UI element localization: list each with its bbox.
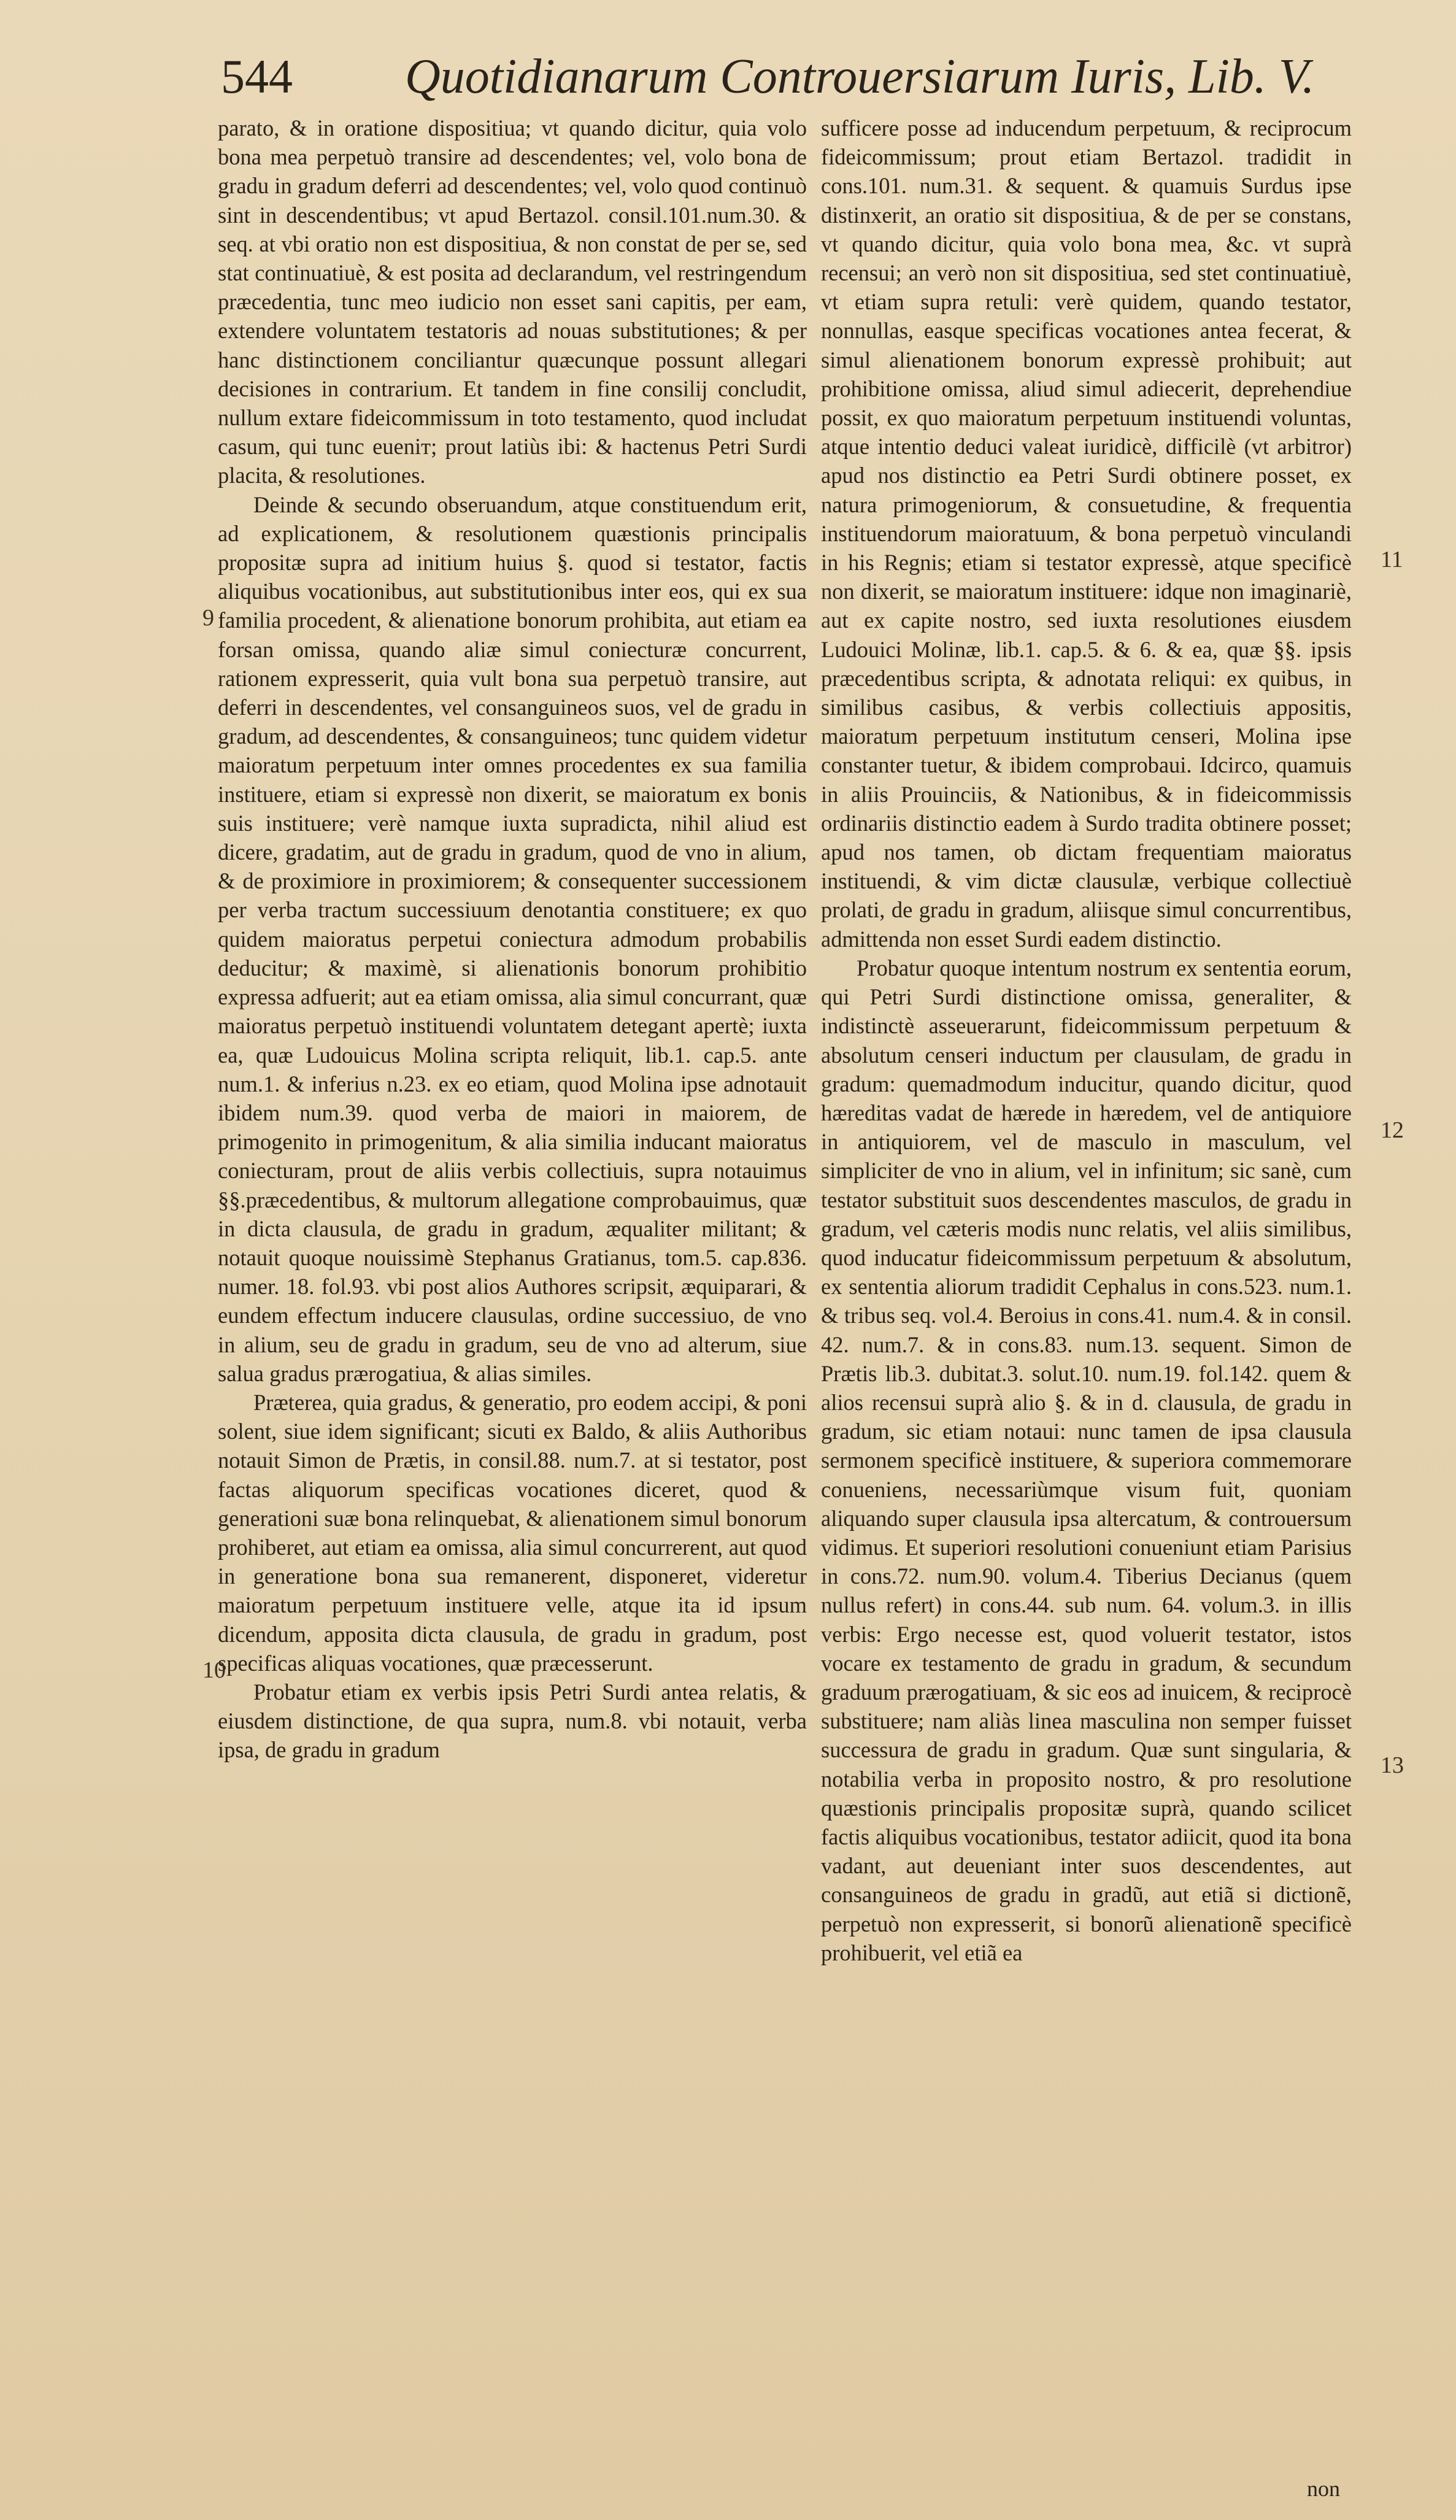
paragraph: Præterea, quia gradus, & generatio, pro eodem accipi, & poni solent, siue idem significant; sicuti ex Baldo, & aliis Authoribus notauit Simon de Prætis, in consil.88. num.7. at si testator, post factas aliquorum specificas vocationes diceret, quod & generationi suæ bona relinquebat, & alienationem simul bonorum prohiberet, aut etiam ea omissa, alia simul concurrerent, aut quod in generatione bona sua remanerent, disponeret, videretur maioratum perpetuum instituere velle, atque ita id ipsum dicendum, apposita dicta clausula, de gradu in gradum, post specificas aliquas vocationes, quæ præcesserunt. [218, 1389, 807, 1676]
running-title: Quotidianarum Controuersiarum Iuris, Lib. V. [405, 50, 1315, 104]
paragraph: Deinde & secundo obseruandum, atque constituendum erit, ad explicationem, & resolutionem quæstionis principalis propositæ supra ad initium huius §. quod si testator, factis aliquibus vocationibus, aut substitutionibus inter eos, qui ex sua familia procedent, & alienatione bonorum prohibita, aut etiam ea forsan omissa, quando aliæ simul coniecturæ concurrent, rationem expresserit, quia vult bona sua perpetuò transire, aut deferri in descendentes, vel consanguineos suos, vel de gradu in gradum, ad descendentes, & consanguineos; tunc quidem videtur maioratum perpetuum inter omnes procedentes ex sua familia instituere, etiam si expressè non dixerit, se maioratum ex bonis suis instituere; verè namque iuxta supradicta, nihil aliud est dicere, gradatim, aut de gradu in gradum, quod de vno in alium, & de proximiore in proximiorem; & consequenter successionem per verba tractum successiuum denotantia constituere; ex quo quidem maioratus perpetui coniectura admodum probabilis deducitur; & maximè, si alienationis bonorum prohibitio expressa adfuerit; aut ea etiam omissa, alia simul concurrant, quæ maioratus perpetuò instituendi voluntatem detegant apertè; iuxta ea, quæ Ludouicus Molina scripta reliquit, lib.1. cap.5. ante num.1. & inferius n.23. ex eo etiam, quod Molina ipse adnotauit ibidem num.39. quod verba de maiori in maiorem, de primogenito in primogenitum, & alia similia inducant maioratus coniecturam, prout de aliis verbis collectiuis, supra notauimus §§.præcedentibus, & multorum allegatione comprobauimus, quæ in dicta clausula, de gradu in gradum, æqualiter militant; & notauit quoque nouissimè Stephanus Gratianus, tom.5. cap.836. numer. 18. fol.93. vbi post alios Authores scripsit, æquiparari, & eundem effectum inducere clausulas, ordine successiuo, de vno in alium, seu de gradu in gradum, seu de vno ad alterum, siue salua gradus prærogatiua, & alias similes. [218, 491, 807, 1386]
margin-number: 12 [1381, 1117, 1404, 1143]
margin-number: 13 [1381, 1752, 1404, 1778]
paragraph: Probatur etiam ex verbis ipsis Petri Surdi antea relatis, & eiusdem distinctione, de qua supra, num.8. vbi notauit, verba ipsa, de gradu in gradum [218, 1679, 807, 1763]
margin-number: 10 [202, 1657, 226, 1683]
paragraph: sufficere posse ad inducendum perpetuum, & reciprocum fideicommissum; prout etiam Bertazol. tradidit in cons.101. num.31. & sequent. & quamuis Surdus ipse distinxerit, an oratio sit dispositiua, & de per se constans, vt quando dicitur, quia volo bona mea, &c. vt suprà recensui; an verò non sit dispositiua, sed stet continuatiuè, vt etiam supra retuli: verè quidem, quando testator, nonnullas, easque specificas vocationes antea fecerat, & simul alienationem bonorum expressè prohibuit; aut prohibitione omissa, aliud simul adiecerit, deprehendiue possit, ex quo maioratum perpetuum instituendi voluntas, atque intentio deduci valeat iuridicè, difficilè (vt arbitror) apud nos distinctio ea Petri Surdi obtinere posset, ex natura primogeniorum, & consuetudine, & frequentia instituendorum maioratuum, & bona perpetuò vinculandi in his Regnis; etiam si testator expressè, atque specificè non dixerit, se maioratum instituere: idque non imaginariè, aut ex capite nostro, sed iuxta resolutiones eiusdem Ludouici Molinæ, lib.1. cap.5. & 6. & ea, quæ §§. ipsis præcedentibus scripta, & adnotata reliqui: ex quibus, in similibus casibus, & verbis collectiuis appositis, maioratum perpetuum institutum censeri, Molina ipse constanter tuetur, & ibidem comprobaui. Idcirco, quamuis in aliis Prouinciis, & Nationibus, & in fideicommissis ordinariis distinctio eadem à Surdo tradita obtinere posset; apud nos tamen, ob dictam frequentiam maioratus instituendi, & vim dictæ clausulæ, verbique collectiuè prolati, de gradu in gradum, aliisque simul concurrentibus, admittenda non esset Surdi eadem distinctio. [821, 115, 1352, 952]
paragraph: Probatur quoque intentum nostrum ex sententia eorum, qui Petri Surdi distinctione omissa, generaliter, & indistinctè asseuerarunt, fideicommissum perpetuum & absolutum censeri inductum per clausulam, de gradu in gradum: quemadmodum inducitur, quando dicitur, quod hæreditas vadat de hærede in hæredem, vel de antiquiore in antiquiorem, vel de masculo in masculum, vel simpliciter de vno in alium, vel in infinitum; sic sanè, cum testator substituit suos descendentes masculos, de gradu in gradum, vel cæteris modis nunc relatis, vel aliis similibus, quod inducatur fideicommissum perpetuum & absolutum, ex sententia aliorum tradidit Cephalus in cons.523. num.1. & tribus seq. vol.4. Beroius in cons.41. num.4. & in consil. 42. num.7. & in cons.83. num.13. sequent. Simon de Prætis lib.3. dubitat.3. solut.10. num.19. fol.142. quem & alios recensui suprà alio §. & in d. clausula, de gradu in gradum, sic etiam notaui: nunc tamen de ipsa clausula sermonem specificè instituere, & superiora commemorare conueniens, necessariùmque visum fuit, quoniam aliquando super clausula ipsa altercatum, & controuersum vidimus. Et superiori resolutioni conueniunt etiam Parisius in cons.72. num.90. volum.4. Tiberius Decianus (quem nullus refert) in cons.44. sub num. 64. volum.3. in illis verbis: Ergo necesse est, quod voluerit testator, istos vocare ex testamento de gradu in gradum, & secundum graduum prærogatiuam, & sic eos ad inuicem, & reciprocè substituere; nam aliàs linea masculina non semper fuisset successura de gradu in gradum. Quæ sunt singularia, & notabilia verba in proposito nostro, & pro resolutione quæstionis principalis propositæ suprà, quando scilicet factis aliquibus vocationibus, testator adiicit, quod ita bona vadant, aut deueniant inter suos descendentes, aut consanguineos de gradu in gradũ, aut etiã si dictionẽ, perpetuò non expresserit, si bonorũ alienationẽ specificè prohibuerit, vel etiã ea [821, 955, 1352, 1965]
page-header [221, 49, 1387, 117]
right-column [821, 114, 1352, 2494]
left-column [218, 114, 807, 2494]
margin-number: 11 [1381, 547, 1403, 572]
margin-number: 9 [202, 605, 214, 631]
paragraph: parato, & in oratione dispositiua; vt quando dicitur, quia volo bona mea perpetuò transire ad descendentes; vel, volo bona de gradu in gradum deferri ad descendentes; vel, volo quod continuò sint in descendentibus; vt apud Bertazol. consil.101.num.30. & seq. at vbi oratio non est dispositiua, & non constat de per se, sed stat continuatiuè, & est posita ad declarandum, vel restringendum præcedentia, tunc meo iudicio non esset sani capitis, per eam, extendere voluntatem testatoris ad nouas substitutiones; & per hanc distinctionem conciliantur quæcunque possunt allegari decisiones in contrarium. Et tandem in fine consilij concludit, nullum extare fideicommissum in toto testamento, quod includat casum, qui tunc eueniт; prout latiùs ibi: & hactenus Petri Surdi placita, & resolutiones. [218, 115, 807, 488]
page-number: 544 [221, 50, 293, 103]
catchword: non [1307, 2476, 1340, 2501]
